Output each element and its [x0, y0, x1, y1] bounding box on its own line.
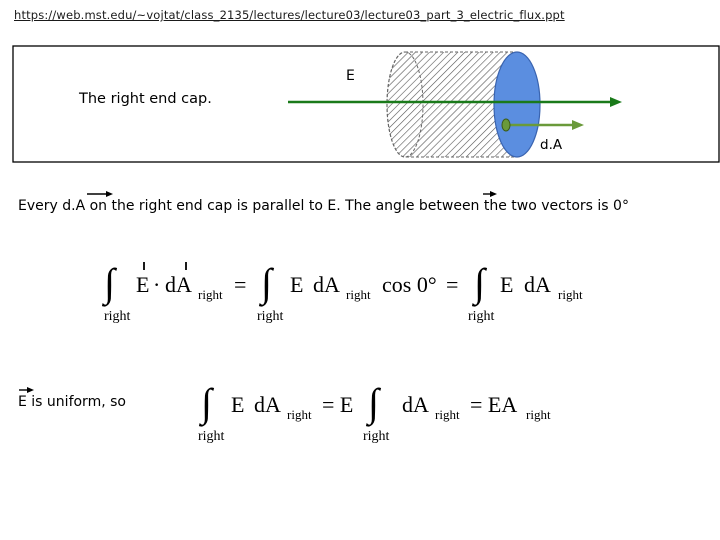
field-label: E — [346, 68, 355, 84]
integral-limit-4: right — [198, 429, 225, 444]
eq2-equals-b: = EA — [470, 392, 518, 417]
integral-sign-4: ∫ — [201, 380, 212, 425]
integral-sign-5: ∫ — [368, 380, 379, 425]
uniform-statement: E is uniform, so — [18, 394, 126, 410]
term2-dA: dA — [313, 272, 340, 297]
term1-E: E — [136, 272, 150, 297]
flux-equation-1 — [100, 248, 600, 328]
flux-equation-2 — [195, 368, 565, 448]
eq2-term1-sub: right — [287, 407, 312, 422]
field-arrow-head — [610, 97, 622, 107]
term1-dot: · — [153, 272, 161, 297]
integral-sign-2: ∫ — [261, 260, 272, 305]
term1-dA: dA — [165, 272, 192, 297]
eq2-term3-sub: right — [526, 407, 551, 422]
equals-b: = — [446, 272, 459, 297]
da-patch — [502, 119, 510, 131]
eq2-term1-dA: dA — [254, 392, 281, 417]
parallel-statement: Every d.A on the right end cap is parallel to E. The angle between the two vectors is 0° — [18, 198, 629, 214]
term2-E: E — [290, 272, 304, 297]
integral-limit-3: right — [468, 309, 495, 324]
term3-dA: dA — [524, 272, 551, 297]
da-arrow-head — [572, 120, 584, 130]
term2-cos: cos 0° — [382, 272, 437, 297]
integral-limit-5: right — [363, 429, 390, 444]
end-cap-figure — [12, 45, 720, 165]
eq2-term2-dA: dA — [402, 392, 429, 417]
term2-sub: right — [346, 287, 371, 302]
integral-sign-3: ∫ — [474, 260, 485, 305]
term1-sub: right — [198, 287, 223, 302]
equals-a: = — [234, 272, 247, 297]
term3-sub: right — [558, 287, 583, 302]
source-url[interactable]: https://web.mst.edu/~vojtat/class_2135/lectures/lecture03/lecture03_part_3_electric_flux.ppt — [14, 8, 565, 22]
integral-sign-1: ∫ — [104, 260, 115, 305]
eq2-equals-a: = E — [322, 392, 354, 417]
term3-E: E — [500, 272, 514, 297]
figure-caption: The right end cap. — [79, 91, 212, 107]
da-label: d.A — [540, 137, 563, 153]
integral-limit-2: right — [257, 309, 284, 324]
eq2-term1-E: E — [231, 392, 245, 417]
right-end-cap — [494, 52, 540, 157]
integral-limit-1: right — [104, 309, 131, 324]
eq2-term2-sub: right — [435, 407, 460, 422]
